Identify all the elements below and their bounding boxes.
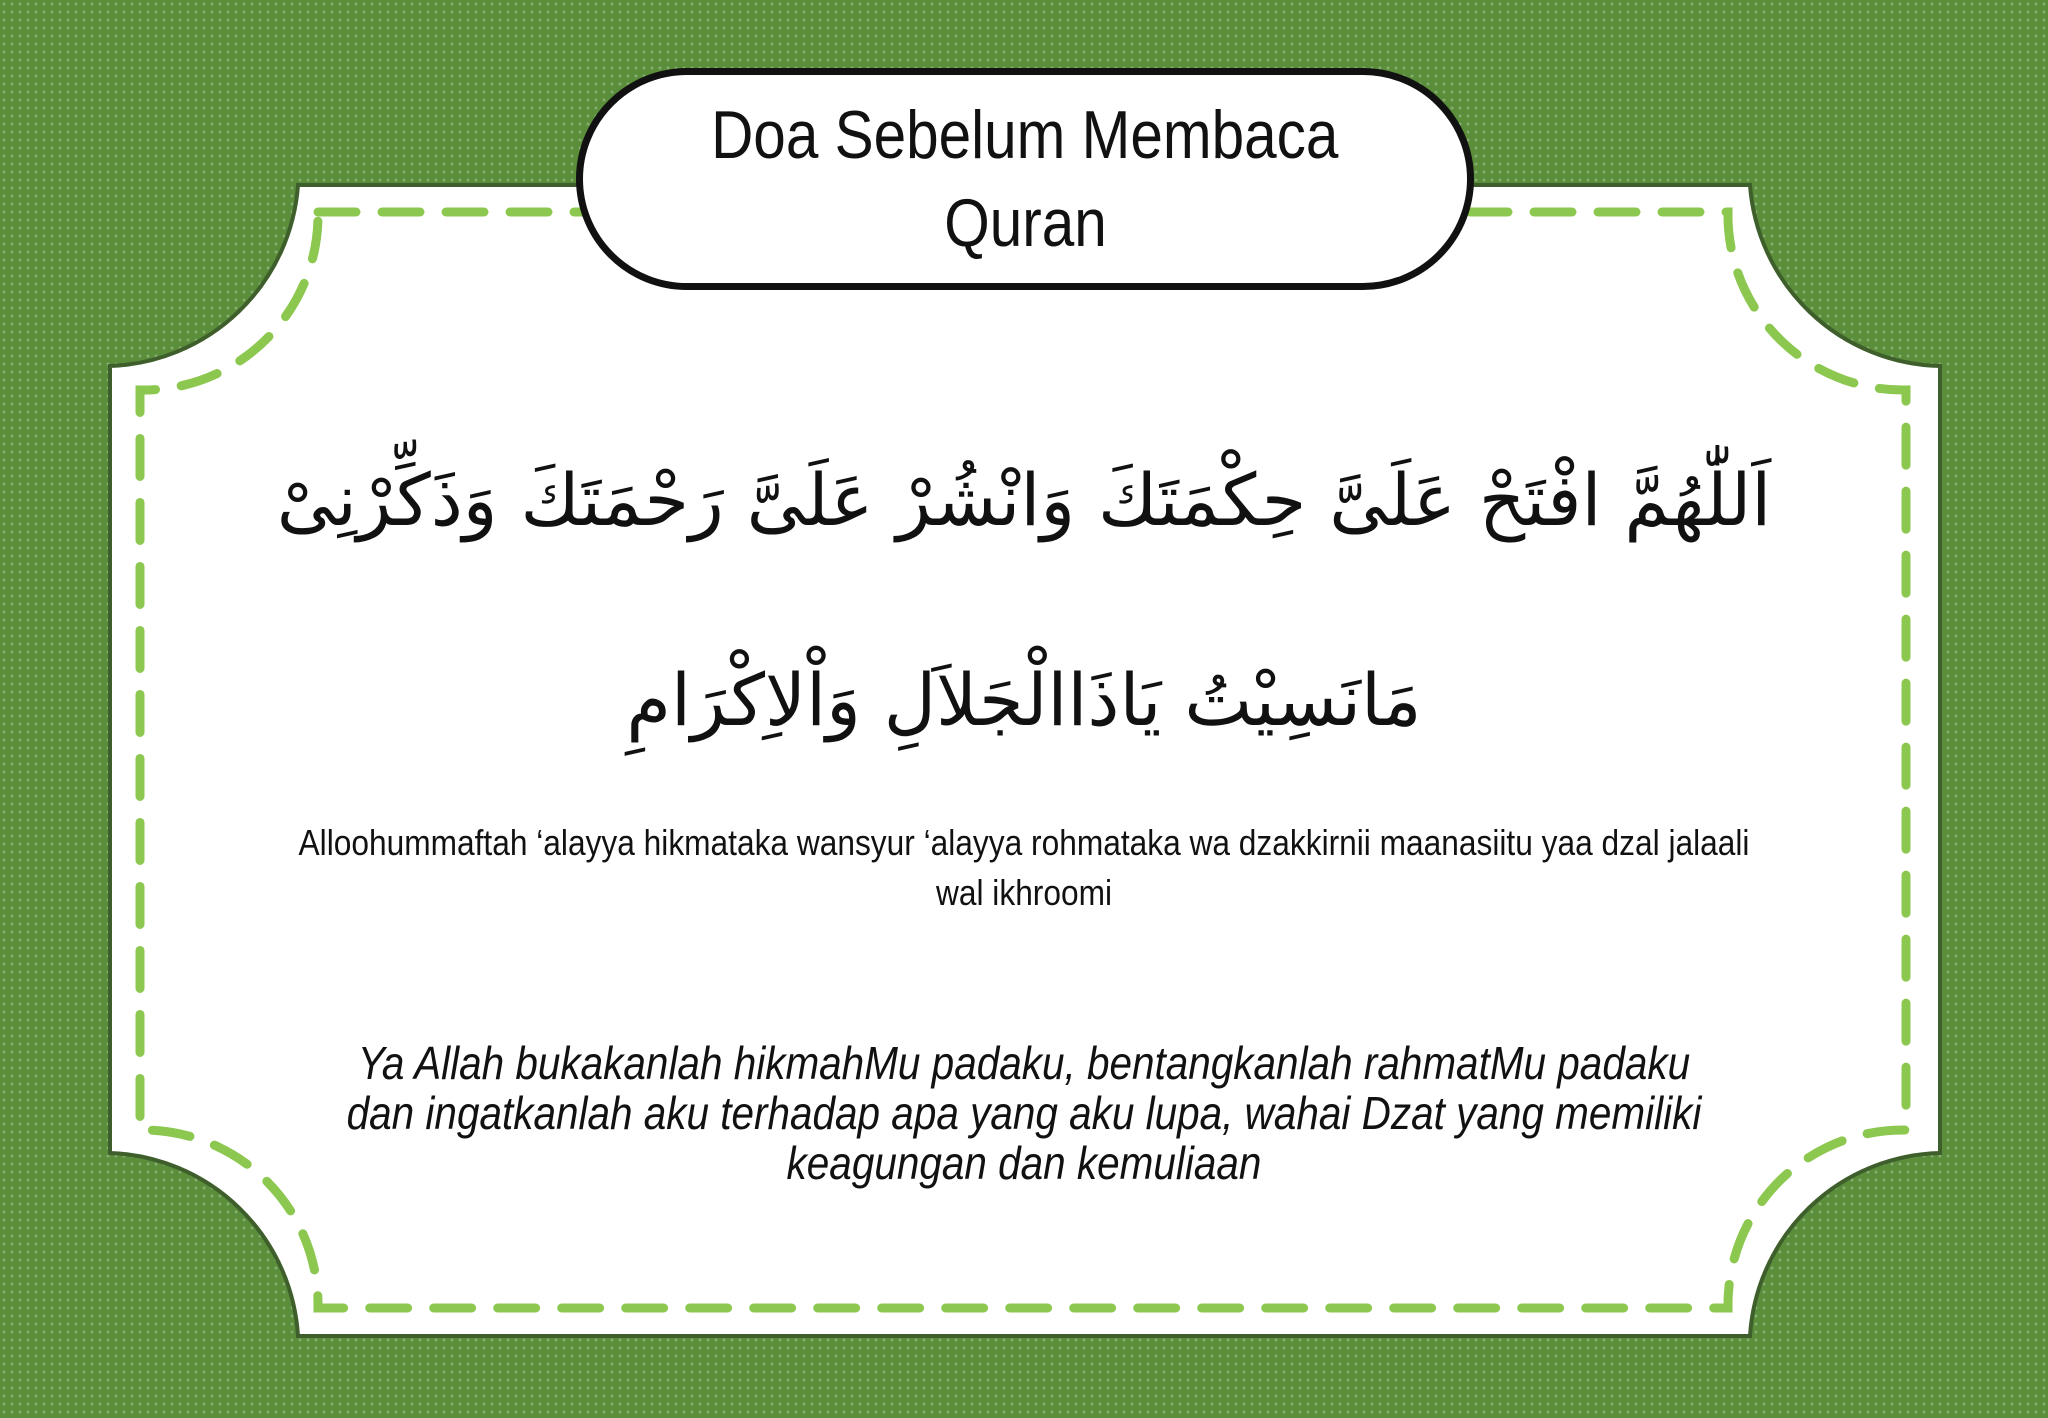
arabic-line-2: مَانَسِيْتُ يَاذَاالْجَلاَلِ وَاْلاِكْرَامِ — [626, 658, 1422, 742]
translation-meaning — [200, 1038, 1848, 1188]
transliteration-line-1: Alloohummaftah ‘alayya hikmataka wansyur ‘alayya rohmataka wa dzakkirnii maanasiitu yaa dzal jalaali — [298, 822, 1750, 863]
title-banner — [576, 68, 1474, 290]
transliteration — [180, 818, 1868, 918]
transliteration-line-2: wal ikhroomi — [935, 872, 1113, 913]
arabic-line-1: اَللّٰهُمَّ افْتَحْ عَلَىَّ حِكْمَتَكَ وَانْشُرْ عَلَىَّ رَحْمَتَكَ وَذَكِّرْنِىْ — [276, 458, 1772, 542]
title-line-1: Doa Sebelum Membaca — [711, 97, 1339, 173]
meaning-line-1: Ya Allah bukakanlah hikmahMu padaku, bentangkanlah rahmatMu padaku — [357, 1037, 1691, 1089]
meaning-line-2: dan ingatkanlah aku terhadap apa yang aku lupa, wahai Dzat yang memiliki — [346, 1087, 1702, 1139]
title-line-2: Quran — [943, 185, 1107, 261]
meaning-line-3: keagungan dan kemuliaan — [786, 1137, 1262, 1189]
arabic-prayer — [180, 400, 1868, 800]
